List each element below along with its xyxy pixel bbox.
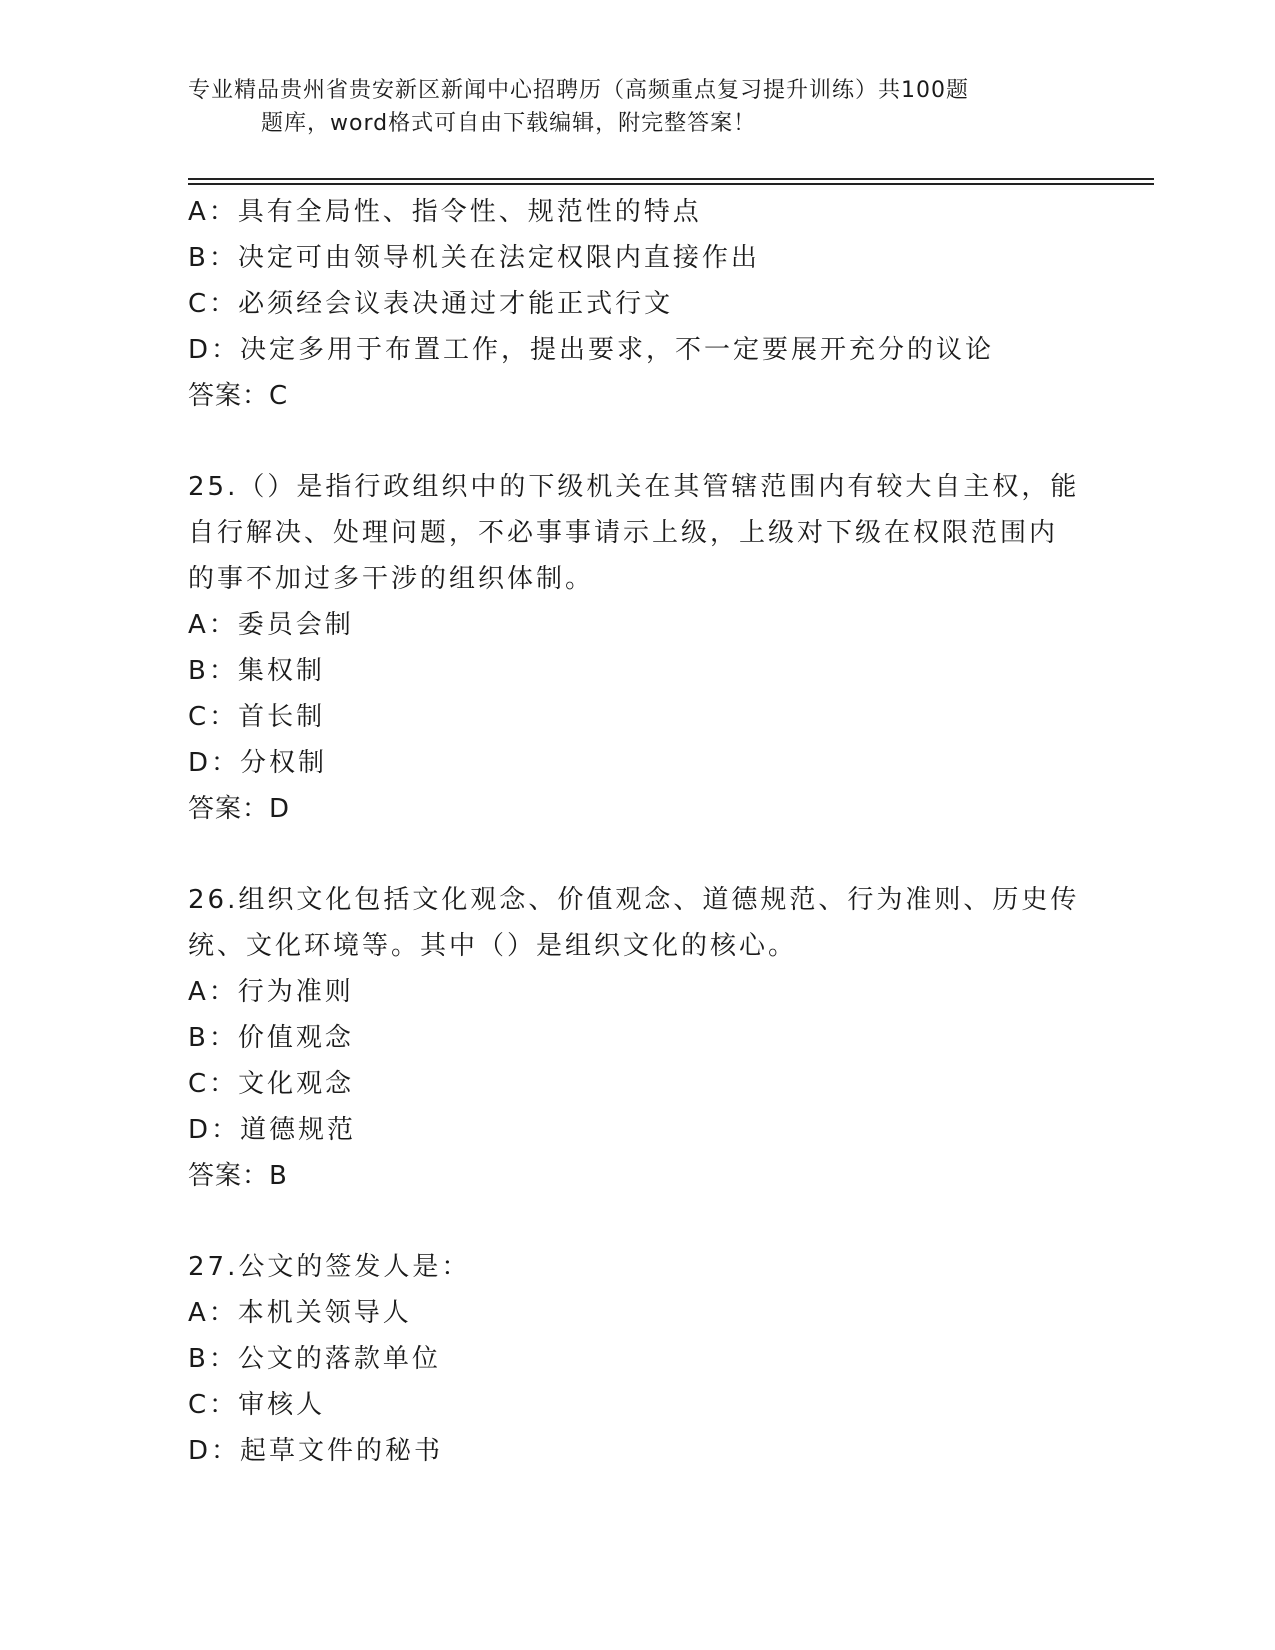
option-d: D：起草文件的秘书 xyxy=(188,1436,444,1466)
answer: 答案：D xyxy=(188,794,291,824)
option-a: A：行为准则 xyxy=(188,977,354,1007)
question-block xyxy=(188,877,1088,1199)
header-divider-top xyxy=(188,178,1154,180)
header-title-line-1: 专业精品贵州省贵安新区新闻中心招聘历（高频重点复习提升训练）共100题 xyxy=(188,78,969,103)
option-b: B：公文的落款单位 xyxy=(188,1344,441,1374)
header-title-line-2: 题库，word格式可自由下载编辑，附完整答案！ xyxy=(261,111,757,136)
question-spacer xyxy=(188,832,1088,877)
question-block xyxy=(188,464,1088,832)
option-a: A：具有全局性、指令性、规范性的特点 xyxy=(188,197,702,227)
option-b: B：决定可由领导机关在法定权限内直接作出 xyxy=(188,243,760,273)
answer: 答案：B xyxy=(188,1161,288,1191)
option-a: A：委员会制 xyxy=(188,610,354,640)
option-d: D：道德规范 xyxy=(188,1115,357,1145)
option-b: B：集权制 xyxy=(188,656,325,686)
question-spacer xyxy=(188,1199,1088,1244)
option-d: D：分权制 xyxy=(188,748,328,778)
question-block xyxy=(188,189,1088,419)
option-b: B：价值观念 xyxy=(188,1023,354,1053)
option-c: C：文化观念 xyxy=(188,1069,355,1099)
option-c: C：审核人 xyxy=(188,1390,326,1420)
question-stem-line: 27.公文的签发人是： xyxy=(188,1252,471,1282)
document-header xyxy=(188,74,1068,140)
option-c: C：必须经会议表决通过才能正式行文 xyxy=(188,289,674,319)
header-divider-bottom xyxy=(188,183,1154,185)
question-stem-line: 26.组织文化包括文化观念、价值观念、道德规范、行为准则、历史传 xyxy=(188,885,1080,915)
question-stem-line: 25.（）是指行政组织中的下级机关在其管辖范围内有较大自主权，能 xyxy=(188,472,1080,502)
question-block xyxy=(188,1244,1088,1474)
question-stem-line: 自行解决、处理问题，不必事事请示上级，上级对下级在权限范围内 xyxy=(188,518,1059,548)
option-d: D：决定多用于布置工作，提出要求，不一定要展开充分的议论 xyxy=(188,335,995,365)
question-stem-line: 的事不加过多干涉的组织体制。 xyxy=(188,564,595,594)
option-c: C：首长制 xyxy=(188,702,326,732)
question-spacer xyxy=(188,419,1088,464)
question-list xyxy=(188,189,1088,1474)
answer: 答案：C xyxy=(188,381,289,411)
question-stem-line: 统、文化环境等。其中（）是组织文化的核心。 xyxy=(188,931,798,961)
option-a: A：本机关领导人 xyxy=(188,1298,412,1328)
